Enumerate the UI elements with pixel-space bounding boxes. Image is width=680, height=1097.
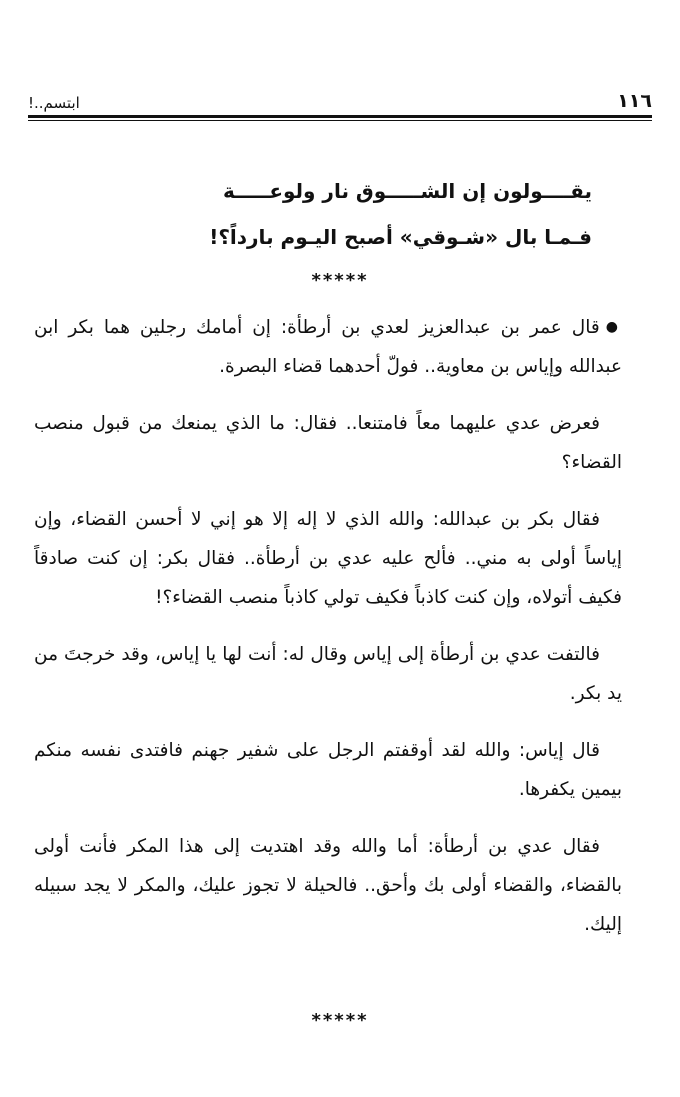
asterisk-separator-top: ***** bbox=[311, 270, 369, 291]
header-rule bbox=[28, 115, 652, 118]
asterisk-separator-bottom: ***** bbox=[311, 1010, 369, 1031]
poem-line-1: يقــــولون إن الشـــــوق نار ولوعـــــة bbox=[223, 179, 592, 203]
paragraph-6: فقال عدي بن أرطأة: أما والله وقد اهتديت إلى هذا المكر فأنت أولى بالقضاء، والقضاء أولى بك وأحق.. فالحيلة لا تجوز عليك، والمكر لا يجد سبيله إليك. bbox=[34, 836, 622, 935]
paragraph-1 bbox=[34, 308, 622, 386]
paragraph-4: فالتفت عدي بن أرطأة إلى إياس وقال له: أنت لها يا إياس، وقد خرجتَ من يد بكر. bbox=[34, 644, 622, 704]
paragraph-1-text: قال عمر بن عبدالعزيز لعدي بن أرطأة: إن أمامك رجلين هما بكر ابن عبدالله وإياس بن معاوية.. فولّ أحدهما قضاء البصرة. bbox=[34, 317, 622, 377]
running-title: ابتسم..! bbox=[28, 94, 80, 112]
paragraph-5: قال إياس: والله لقد أوقفتم الرجل على شفير جهنم فافتدى نفسه منكم بيمين يكفرها. bbox=[34, 740, 622, 800]
poem-line-2: فـمـا بال «شـوقي» أصبح اليـوم بارداً؟! bbox=[209, 225, 592, 249]
page-number: ١١٦ bbox=[617, 90, 652, 112]
paragraph-3: فقال بكر بن عبدالله: والله الذي لا إله إلا هو إني لا أحسن القضاء، وإن إياساً أولى به مني.. فألح عليه عدي بن أرطأة.. فقال بكر: إن كنت صادقاً فكيف أتولاه، وإن كنت كاذباً فكيف تولي كاذباً منصب القضاء؟! bbox=[34, 509, 622, 608]
bullet-icon: ● bbox=[605, 319, 623, 335]
page-header bbox=[28, 88, 652, 112]
header-rule-thin bbox=[28, 120, 652, 121]
story-body bbox=[34, 308, 622, 962]
poem-verse bbox=[209, 168, 592, 260]
paragraph-2: فعرض عدي عليهما معاً فامتنعا.. فقال: ما الذي يمنعك من قبول منصب القضاء؟ bbox=[34, 413, 622, 473]
